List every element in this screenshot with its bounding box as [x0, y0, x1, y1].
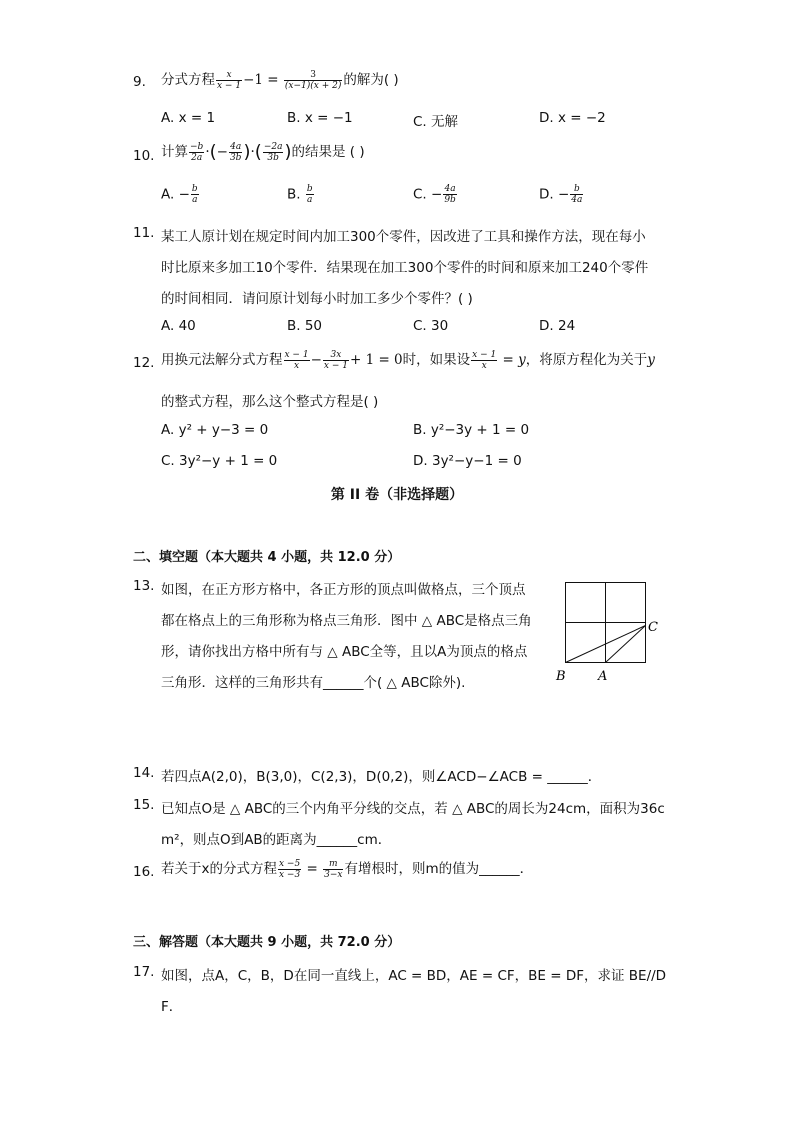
question-stem: 若关于x的分式方程 $\frac{x -5}{x -3}$ = $\frac{m}{3-x}$ 有增根时，则m的值为______．: [161, 858, 534, 880]
option-a[interactable]: A. 40: [161, 318, 196, 334]
question-number: 15.: [133, 797, 155, 813]
question-number: 14.: [133, 765, 155, 781]
option-d[interactable]: D. x = −2: [539, 110, 606, 126]
stem-line: 的整式方程，那么这个整式方程是( ): [161, 394, 379, 410]
stem-line: 都在格点上的三角形称为格点三角形．图中 △ ABC是格点三角: [161, 613, 532, 629]
grid-figure: [552, 576, 662, 686]
label-b: B: [556, 669, 566, 684]
stem-text: 计算: [161, 144, 188, 160]
section-heading: 三、解答题（本大题共 9 小题，共 72.0 分）: [133, 935, 401, 950]
option-b[interactable]: B. 50: [287, 318, 323, 334]
option-a[interactable]: A. − $\frac{b}{a}$: [161, 184, 198, 205]
fraction: $\frac{-2a}{3b}$: [263, 141, 283, 163]
question-number: 17.: [133, 964, 155, 980]
stem-line: 的时间相同．请问原计划每小时加工多少个零件？( ): [161, 291, 473, 307]
question-number: 10.: [133, 148, 155, 164]
stem-line: 如图，点A，C，B，D在同一直线上，AC = BD，AE = CF，BE = DF，求证 BE//D: [161, 968, 667, 984]
option-b[interactable]: B. x = −1: [287, 110, 353, 126]
question-stem: 计算 $\frac{-b}{2a}$ ·(− $\frac{4a}{3b}$ )·( $\frac{-2a}{3b}$ )的结果是 ( ): [161, 141, 365, 163]
stem-line: 时比原来多加工10个零件．结果现在加工300个零件的时间和原来加工240个零件: [161, 260, 649, 276]
option-d[interactable]: D. 24: [539, 318, 576, 334]
option-c[interactable]: C. − $\frac{4a}{9b}$: [413, 184, 456, 205]
triangle-side-ac: [606, 626, 646, 663]
fraction: $\frac{3}{(x-1)(x + 2)}$: [284, 69, 342, 91]
fraction: $\frac{-b}{2a}$: [190, 141, 204, 163]
stem-line: F．: [161, 999, 183, 1015]
stem-text: 的解为( ): [343, 72, 399, 88]
label-c: C: [648, 620, 658, 635]
stem-line: 形，请你找出方格中所有与 △ ABC全等，且以A为顶点的格点: [161, 644, 528, 660]
option-b[interactable]: B. $\frac{b}{a}$: [287, 184, 313, 205]
question-stem: 用换元法解分式方程 $\frac{x - 1}{x}$ − $\frac{3x}{x - 1}$ + 1 = 0时，如果设 $\frac{x - 1}{x}$ = y，将原方程化为关于y: [161, 349, 655, 371]
option-d[interactable]: D. − $\frac{b}{4a}$: [539, 184, 583, 205]
question-number: 11.: [133, 225, 155, 241]
option-a[interactable]: A. y² + y−3 = 0: [161, 422, 269, 438]
label-a: A: [598, 669, 608, 684]
part-title: 第 II 卷（非选择题）: [330, 487, 464, 503]
question-stem: 分式方程 $\frac{x}{x - 1}$ −1 = $\frac{3}{(x-1)(x + 2)}$ 的解为( ): [161, 69, 399, 91]
question-number: 16.: [133, 864, 155, 880]
stem-text: 的结果是 ( ): [291, 144, 365, 160]
stem-line: 若四点A(2,0)，B(3,0)，C(2,3)，D(0,2)，则∠ACD−∠ACB = ______．: [161, 769, 602, 785]
stem-line: 如图，在正方形方格中，各正方形的顶点叫做格点，三个顶点: [161, 582, 526, 598]
fraction: $\frac{4a}{3b}$: [229, 141, 242, 163]
question-number: 9.: [133, 74, 146, 90]
question-number: 13.: [133, 578, 155, 594]
question-number: 12.: [133, 355, 155, 371]
stem-line: 已知点O是 △ ABC的三个内角平分线的交点，若 △ ABC的周长为24cm，面积为36c: [161, 801, 665, 817]
option-d[interactable]: D. 3y²−y−1 = 0: [413, 453, 522, 469]
option-c[interactable]: C. 3y²−y + 1 = 0: [161, 453, 278, 469]
option-b[interactable]: B. y²−3y + 1 = 0: [413, 422, 530, 438]
stem-line: m²，则点O到AB的距离为______cm．: [161, 832, 392, 848]
section-heading: 二、填空题（本大题共 4 小题，共 12.0 分）: [133, 550, 401, 565]
option-c[interactable]: C. 30: [413, 318, 449, 334]
fraction: $\frac{x}{x - 1}$: [217, 69, 242, 91]
stem-line: 某工人原计划在规定时间内加工300个零件，因改进了工具和操作方法，现在每小: [161, 229, 646, 245]
option-c[interactable]: C. 无解: [413, 114, 459, 130]
option-a[interactable]: A. x = 1: [161, 110, 216, 126]
stem-line: 三角形．这样的三角形共有______个( △ ABC除外).: [161, 675, 466, 691]
stem-text: 分式方程: [161, 72, 215, 88]
